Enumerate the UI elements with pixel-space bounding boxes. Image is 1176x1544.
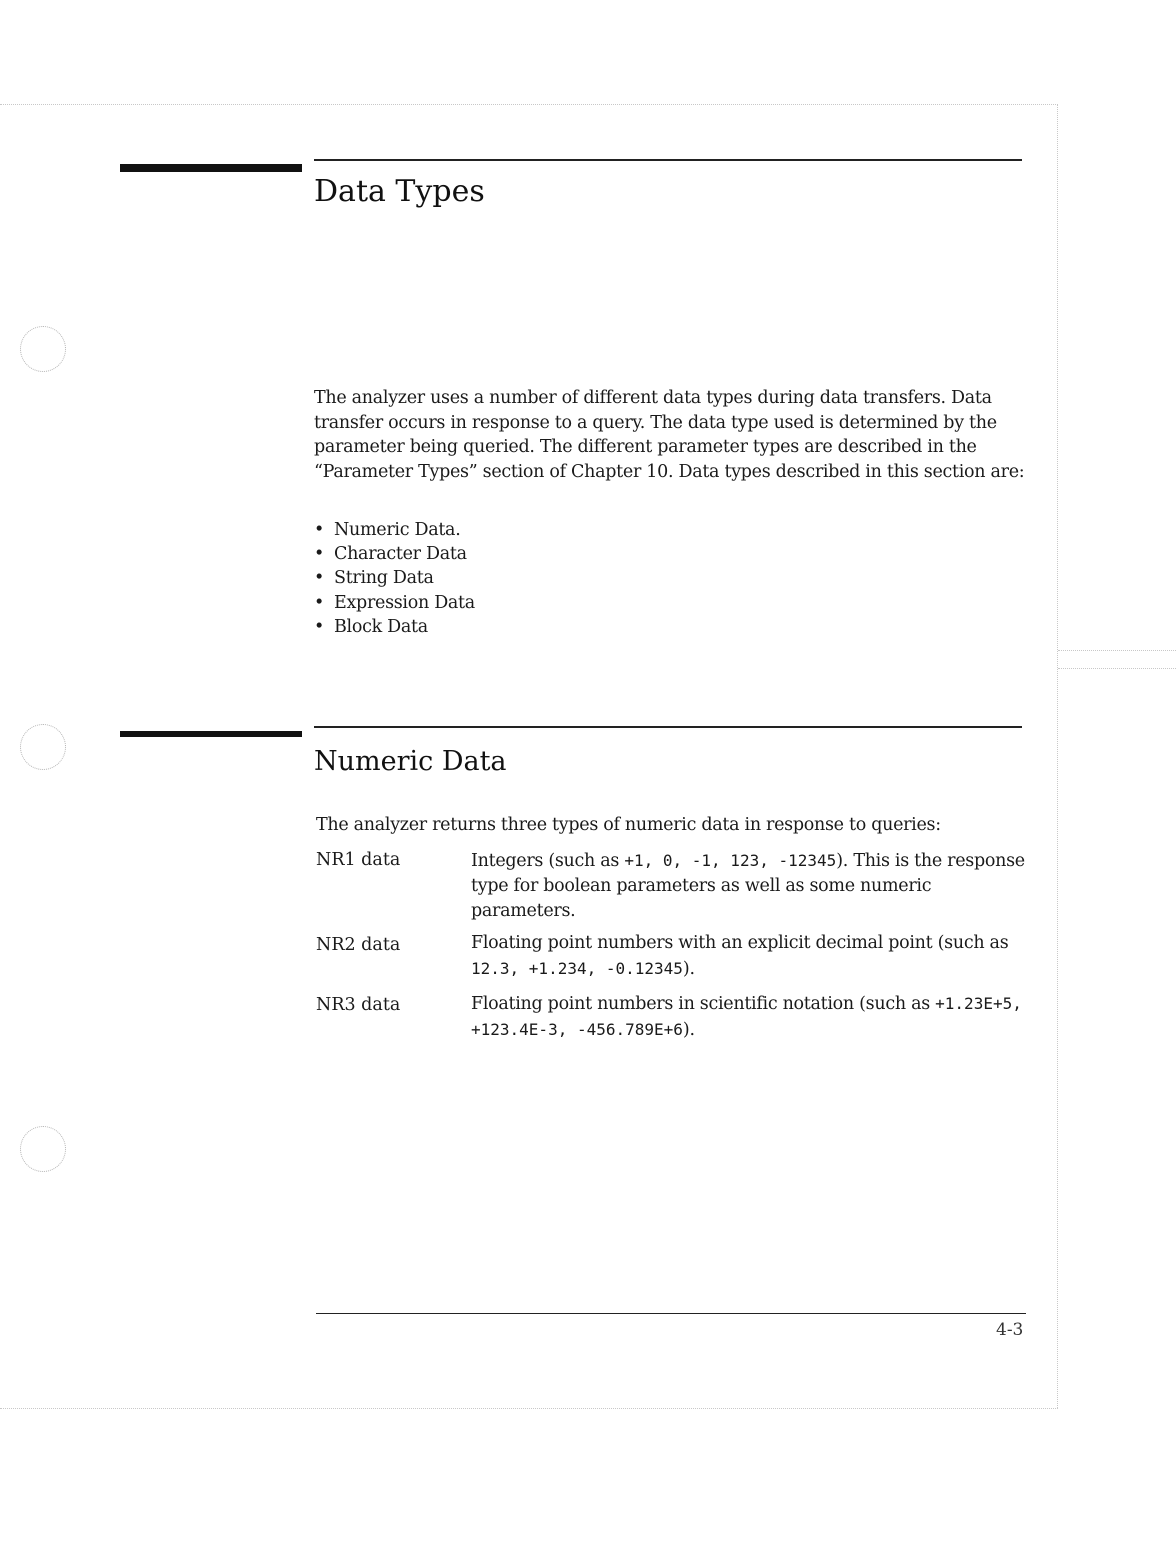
section-title-numeric-data: Numeric Data <box>314 746 507 777</box>
punch-hole <box>20 724 66 770</box>
bullet-icon: • <box>314 592 325 613</box>
list-item <box>314 542 475 566</box>
section-rule <box>314 159 1022 161</box>
definition-term-nr3: NR3 data <box>316 995 401 1015</box>
definition-text: ). <box>682 1020 695 1040</box>
definition-text: Integers (such as <box>471 851 625 871</box>
list-item <box>314 591 475 615</box>
definition-text: ). This is the response type for boolean parameters as well as some numeric parameters. <box>471 851 1025 921</box>
section-rule <box>314 726 1022 728</box>
bullet-icon: • <box>314 544 325 565</box>
list-item <box>314 615 475 639</box>
bullet-icon: • <box>314 568 325 589</box>
definition-code: +1.23E+5, +123.4E-3, -456.789E+6 <box>471 994 1022 1039</box>
page-edge-right <box>1057 104 1058 1408</box>
page-edge-bottom <box>0 1408 1058 1409</box>
list-item <box>314 518 475 542</box>
definition-code: 12.3, +1.234, -0.12345 <box>471 959 683 978</box>
definition-text: ). <box>682 959 695 979</box>
definition-nr2 <box>471 931 1031 982</box>
bullet-icon: • <box>314 520 325 540</box>
footer-rule <box>316 1313 1026 1314</box>
list-item-text: Block Data <box>334 616 428 637</box>
data-types-list <box>314 518 475 639</box>
definition-code: +1, 0, -1, 123, -12345 <box>624 851 837 870</box>
list-item-text: Expression Data <box>334 592 475 613</box>
section-title-data-types: Data Types <box>314 174 485 209</box>
section-marker-bar <box>120 164 302 172</box>
page-number: 4-3 <box>996 1320 1024 1340</box>
definition-nr1 <box>471 848 1031 924</box>
page-edge-tab <box>1058 650 1176 651</box>
definition-term-nr1: NR1 data <box>316 850 401 870</box>
numeric-data-intro: The analyzer returns three types of numeric data in response to queries: <box>316 815 941 835</box>
list-item <box>314 566 475 590</box>
page-edge-tab <box>1058 668 1176 669</box>
definition-text: Floating point numbers in scientific notation (such as <box>471 994 936 1014</box>
data-types-paragraph: The analyzer uses a number of different data types during data transfers. Data transfer occurs in response to a query. The data type used is determined by the parameter being queried. The different parameter types are described in the “Parameter Types” section of Chapter 10. Data types described in this section are: <box>314 388 1025 482</box>
page-edge-top <box>0 104 1058 105</box>
definition-text: Floating point numbers with an explicit decimal point (such as <box>471 933 1009 953</box>
punch-hole <box>20 1126 66 1172</box>
bullet-icon: • <box>314 616 325 637</box>
section-marker-bar <box>120 731 302 737</box>
list-item-text: String Data <box>334 568 434 589</box>
punch-hole <box>20 326 66 372</box>
definition-nr3 <box>471 991 1031 1043</box>
list-item-text: Numeric Data. <box>334 520 461 540</box>
definition-term-nr2: NR2 data <box>316 935 401 955</box>
list-item-text: Character Data <box>334 544 467 565</box>
